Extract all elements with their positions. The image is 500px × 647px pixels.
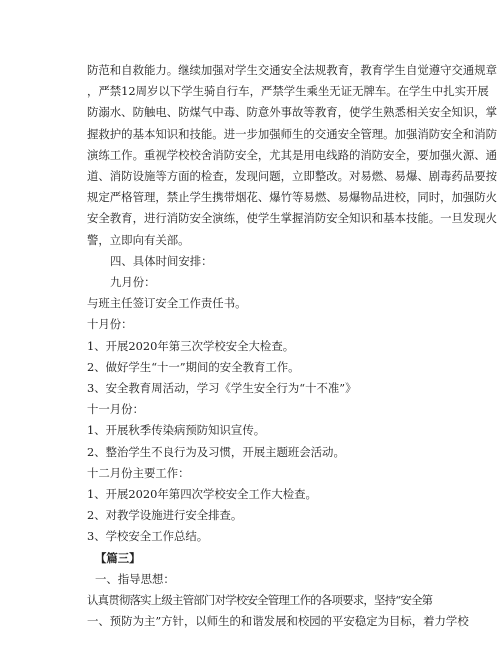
month-item: 2、对教学设施进行安全排查。 bbox=[87, 508, 243, 523]
month-item: 1、开展2020年第四次学校安全工作大检查。 bbox=[87, 487, 317, 501]
month-label: 十一月份： bbox=[87, 402, 144, 417]
month-item: 1、开展秋季传染病预防知识宣传。 bbox=[87, 423, 266, 438]
month-item: 2、整治学生不良行为及习惯，开展主题班会活动。 bbox=[87, 444, 345, 459]
section-heading: 一、指导思想： bbox=[95, 571, 175, 586]
month-label: 十二月份主要工作： bbox=[87, 465, 190, 480]
month-item: 2、做好学生“十一”期间的安全教育工作。 bbox=[87, 359, 300, 374]
month-item: 3、安全教育周活动，学习《学生安全行为“十不准”》 bbox=[87, 381, 357, 395]
month-label: 十月份： bbox=[87, 317, 133, 332]
paragraph-line: 道、消防设施等方面的检查，发现问题，立即整改。对易燃、易爆、剧毒药品要按 bbox=[87, 169, 498, 183]
part-heading: 【篇三】 bbox=[95, 550, 141, 565]
paragraph-line: 认真贯彻落实上级主管部门对学校安全管理工作的各项要求，坚持“安全第 bbox=[87, 593, 433, 607]
month-item: 3、学校安全工作总结。 bbox=[87, 529, 209, 544]
section-heading: 四、具体时间安排： bbox=[110, 253, 213, 268]
month-label: 九月份： bbox=[110, 275, 156, 289]
paragraph-line: 握救护的基本知识和技能。进一步加强师生的交通安全管理。加强消防安全和消防 bbox=[87, 126, 498, 141]
paragraph-line: 警，立即向有关部。 bbox=[87, 232, 190, 247]
paragraph-line: ，严禁12周岁以下学生骑自行车，严禁学生乘坐无证无牌车。在学生中扎实开展 bbox=[87, 84, 489, 99]
paragraph-line: 安全教育，进行消防安全演练，使学生掌握消防安全知识和基本技能。一旦发现火 bbox=[87, 211, 498, 226]
month-item: 1、开展2020年第三次学校安全大检查。 bbox=[87, 338, 295, 353]
paragraph-line: 防范和自救能力。继续加强对学生交通安全法规教育，教育学生自觉遵守交通规章 bbox=[87, 63, 498, 77]
paragraph-line: 演练工作。重视学校校舍消防安全，尤其是用电线路的消防安全，要加强火源、通 bbox=[87, 147, 498, 162]
paragraph-line: 防溺水、防触电、防煤气中毒、防意外事故等教育，使学生熟悉相关安全知识，掌 bbox=[87, 105, 498, 120]
paragraph-line: 一、预防为主”方针，以师生的和谐发展和校园的平安稳定为目标，着力学校 bbox=[87, 614, 469, 629]
month-item: 与班主任签订安全工作责任书。 bbox=[87, 296, 247, 311]
paragraph-line: 规定严格管理，禁止学生携带烟花、爆竹等易燃、易爆物品进校，同时，加强防火 bbox=[87, 190, 498, 205]
